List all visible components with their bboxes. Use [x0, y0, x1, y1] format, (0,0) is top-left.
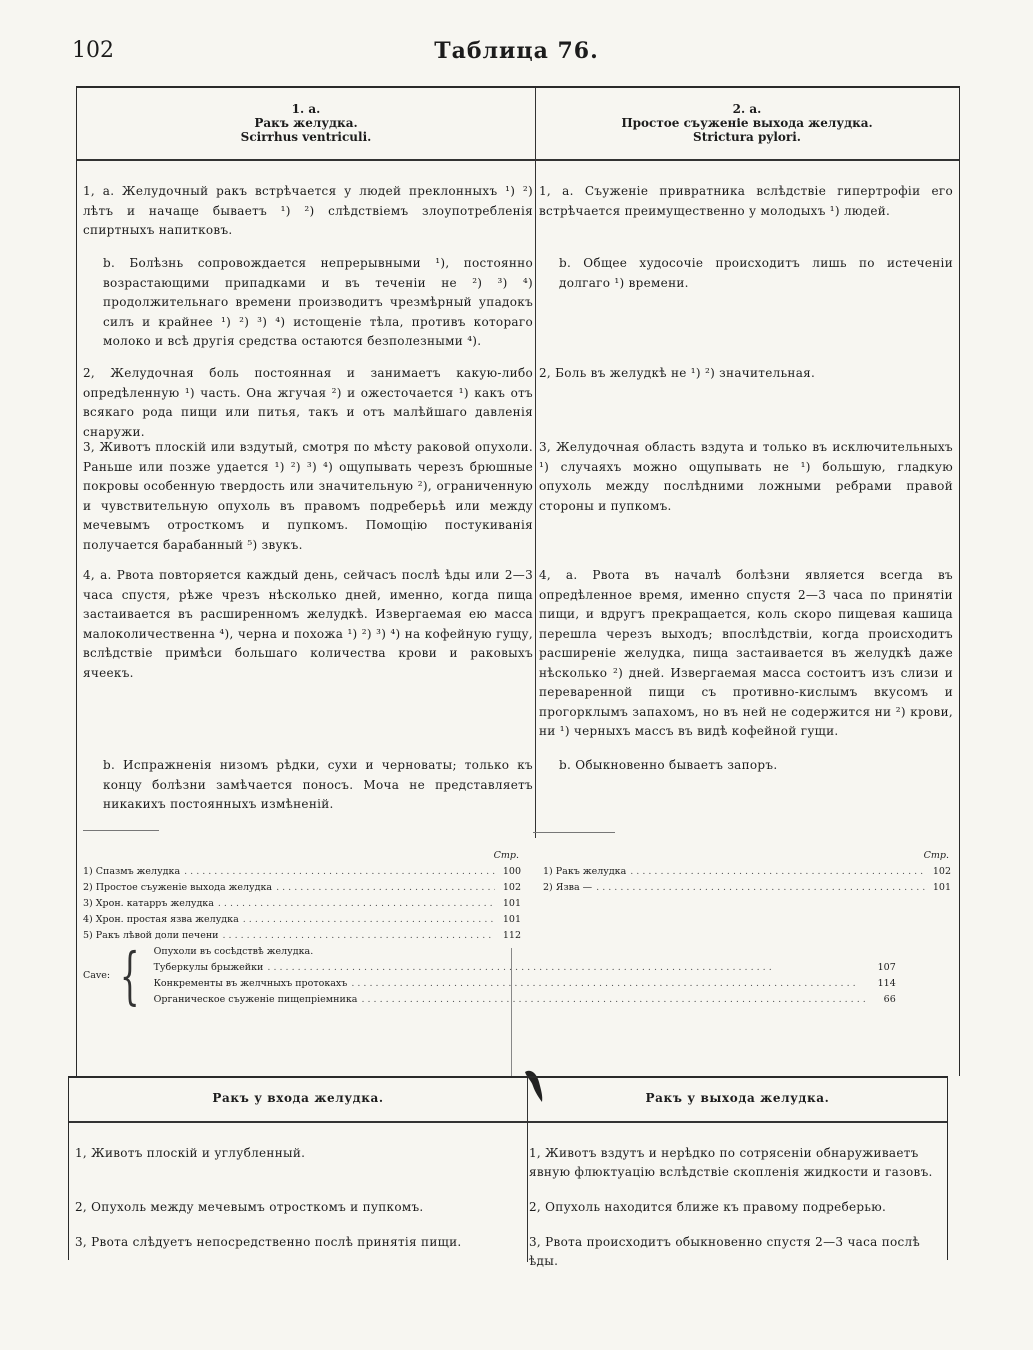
reference-label: Органическое съуженіе пищепріемника: [153, 994, 358, 1005]
leader-dots: [592, 880, 925, 896]
cave-list: [154, 944, 896, 1008]
right-header-latin: Strictura pylori.: [693, 130, 801, 144]
left-entry-3: 3, Животъ плоскій или вздутый, смотря по мѣсту раковой опухоли. Раньше или позже удается ¹) ²) ³) ⁴) ощупывать черезъ брюшные покровы особенную твердость или значительную ²), ограниченную и чувствительную опухоль въ правомъ подреберьѣ или между мечевымъ отросткомъ и пупкомъ. Помощію постукиванія получается барабанный ⁵) звукъ.: [83, 440, 533, 552]
reference-row: [154, 960, 896, 976]
cave-label: Cave:: [83, 970, 111, 981]
left-header-title: Ракъ желудка.: [254, 116, 358, 130]
right-column-header: [535, 102, 959, 144]
header-rule: [77, 159, 959, 161]
right-entry-1a: 1, а. Съуженіе привратника вслѣдствіе гипертрофіи его встрѣчается преимущественно у молодыхъ ¹) людей.: [539, 184, 953, 218]
reference-label: 1) Ракъ желудка: [543, 866, 627, 877]
main-comparison-table: [76, 86, 960, 1076]
reference-row: [154, 992, 896, 1008]
leader-dots: [239, 912, 495, 928]
leader-dots: [272, 880, 495, 896]
bottom-column-divider: [527, 1078, 528, 1262]
bottom-left-header: Ракъ у входа желудка.: [212, 1091, 384, 1105]
reference-row: [543, 864, 951, 880]
right-entry-2: 2, Боль въ желудкѣ не ¹) ²) значительная.: [539, 366, 816, 380]
reference-label: 2) Язва —: [543, 882, 593, 893]
reference-label: 3) Хрон. катарръ желудка: [83, 898, 214, 909]
column-divider: [535, 88, 536, 838]
reference-row: [83, 896, 521, 912]
left-header-number: 1. а.: [291, 102, 321, 116]
bottom-left-entry-3: 3, Рвота слѣдуетъ непосредственно послѣ принятія пищи.: [75, 1235, 462, 1249]
reference-page: 102: [932, 866, 951, 877]
reference-row: [83, 912, 521, 928]
reference-label: Конкременты въ желчныхъ протокахъ: [153, 978, 348, 989]
right-ref-rule: [533, 832, 615, 833]
right-references: [543, 848, 951, 896]
right-refs-list: [543, 864, 951, 896]
ref-column-rule: [511, 948, 512, 1078]
right-refs-page-header: Стр.: [923, 850, 949, 861]
reference-label: Опухоли въ сосѣдствѣ желудка.: [153, 946, 314, 957]
leader-dots: [219, 928, 496, 944]
reference-row: [543, 880, 951, 896]
right-entry-3: 3, Желудочная область вздута и только въ исключительныхъ ¹) случаяхъ можно ощупывать не ¹) большую, гладкую опухоль между послѣдними ложными ребрами правой стороны и пупкомъ.: [539, 440, 953, 513]
leader-dots: [357, 992, 869, 1008]
reference-row: [83, 864, 521, 880]
bottom-comparison-table: [68, 1076, 948, 1268]
bottom-right-entry-2: 2, Опухоль находится ближе къ правому подреберью.: [529, 1200, 887, 1214]
right-entry-4b: b. Обыкновенно бываетъ запоръ.: [559, 758, 778, 772]
reference-label: 2) Простое съуженіе выхода желудка: [83, 882, 273, 893]
bottom-right-entry-3: 3, Рвота происходитъ обыкновенно спустя 2—3 часа послѣ ѣды.: [529, 1235, 921, 1268]
bottom-header-rule: [69, 1121, 947, 1123]
cave-label-wrap: [83, 939, 154, 1012]
left-refs-page-header: Стр.: [493, 850, 519, 861]
reference-page: 114: [877, 978, 896, 989]
bottom-right-entry-1: 1, Животъ вздутъ и нерѣдко по сотрясеніи обнаруживаетъ явную флюктуацію вслѣдствіе скопленія жидкости и газовъ.: [529, 1146, 933, 1179]
reference-page: 101: [932, 882, 951, 893]
reference-page: 112: [502, 930, 521, 941]
reference-page: 101: [502, 914, 521, 925]
reference-page: [313, 944, 339, 960]
left-entry-4a: 4, а. Рвота повторяется каждый день, сейчасъ послѣ ѣды или 2—3 часа спустя, рѣже чрезъ нѣсколько дней, именно, когда пища застаивается въ расширенномъ желудкѣ. Извергаемая ею масса малоколичественна ⁴), черна и похожа ¹) ²) ³) ⁴) на кофейную гущу, вслѣдствіе примѣси большаго количества крови и раковыхъ ячеекъ.: [83, 568, 533, 680]
right-entry-1b: b. Общее худосочіе происходитъ лишь по истеченіи долгаго ¹) времени.: [559, 256, 953, 290]
cave-brace-icon: {: [119, 939, 140, 1012]
reference-label: 4) Хрон. простая язва желудка: [83, 914, 239, 925]
leader-dots: [626, 864, 925, 880]
reference-row: [83, 880, 521, 896]
bottom-left-entry-1: 1, Животъ плоскій и углубленный.: [75, 1146, 306, 1160]
leader-dots: [180, 864, 495, 880]
reference-label: Туберкулы брыжейки: [153, 962, 264, 973]
left-ref-rule: [83, 830, 159, 831]
reference-page: 100: [502, 866, 521, 877]
reference-page: 101: [502, 898, 521, 909]
reference-row: [154, 976, 896, 992]
bottom-right-header: Ракъ у выхода желудка.: [645, 1091, 830, 1105]
left-header-latin: Scirrhus ventriculi.: [240, 130, 372, 144]
left-entry-4b: b. Испражненія низомъ рѣдки, сухи и черноваты; только къ концу болѣзни замѣчается поносъ. Моча не представляетъ никакихъ постоянныхъ измѣненій.: [103, 758, 533, 811]
leader-dots: [263, 960, 869, 976]
left-column-header: [77, 102, 535, 144]
left-entry-1b: b. Болѣзнь сопровождается непрерывными ¹), постоянно возрастающими припадками и въ теченіи не ²) ³) ⁴) продолжительнаго времени производитъ чрезмѣрный упадокъ силъ и крайнее ¹) ²) ³) ⁴) истощеніе тѣла, противъ котораго молоко и всѣ другія средства остаются безполезными ⁴).: [103, 256, 533, 348]
cave-block: [83, 939, 896, 1012]
leader-dots: [214, 896, 495, 912]
reference-page: 66: [883, 994, 896, 1005]
reference-label: 1) Спазмъ желудка: [83, 866, 181, 877]
right-header-title: Простое съуженіе выхода желудка.: [621, 116, 873, 130]
left-refs-list: [83, 864, 521, 944]
reference-row: [83, 928, 521, 944]
right-header-number: 2. а.: [732, 102, 762, 116]
bottom-left-entry-2: 2, Опухоль между мечевымъ отросткомъ и пупкомъ.: [75, 1200, 424, 1214]
reference-row: [154, 944, 896, 960]
left-entry-1a: 1, а. Желудочный ракъ встрѣчается у людей преклонныхъ ¹) ²) лѣтъ и начаще бываетъ ¹) ²) слѣдствіемъ злоупотребленія спиртныхъ напитковъ.: [83, 184, 533, 237]
page-number: 102: [72, 38, 114, 63]
page-title: Таблица 76.: [434, 38, 599, 64]
reference-page: 107: [877, 962, 896, 973]
reference-page: 102: [502, 882, 521, 893]
reference-label: 5) Ракъ лѣвой доли печени: [83, 930, 219, 941]
right-entry-4a: 4, а. Рвота въ началѣ болѣзни является всегда въ опредѣленное время, именно спустя 2—3 часа по принятіи пищи, и вдругъ прекращается, коль скоро пищевая кашица перешла черезъ выходъ; впослѣдствіи, когда происходитъ расширеніе желудка, пища застаивается въ желудкѣ даже нѣсколько ²) дней. Извергаемая масса состоитъ изъ слизи и переваренной пищи съ противно-кислымъ вкусомъ и прогорклымъ запахомъ, но въ ней не содержится ни ²) крови, ни ¹) черныхъ массъ въ видѣ кофейной гущи.: [539, 568, 953, 738]
left-entry-2: 2, Желудочная боль постоянная и занимаетъ какую-либо опредѣленную ¹) часть. Она жгучая ²) и ожесточается ¹) какъ отъ всякаго рода пищи или питья, такъ и отъ малѣйшаго давленія снаружи.: [83, 366, 533, 439]
leader-dots: [347, 976, 869, 992]
